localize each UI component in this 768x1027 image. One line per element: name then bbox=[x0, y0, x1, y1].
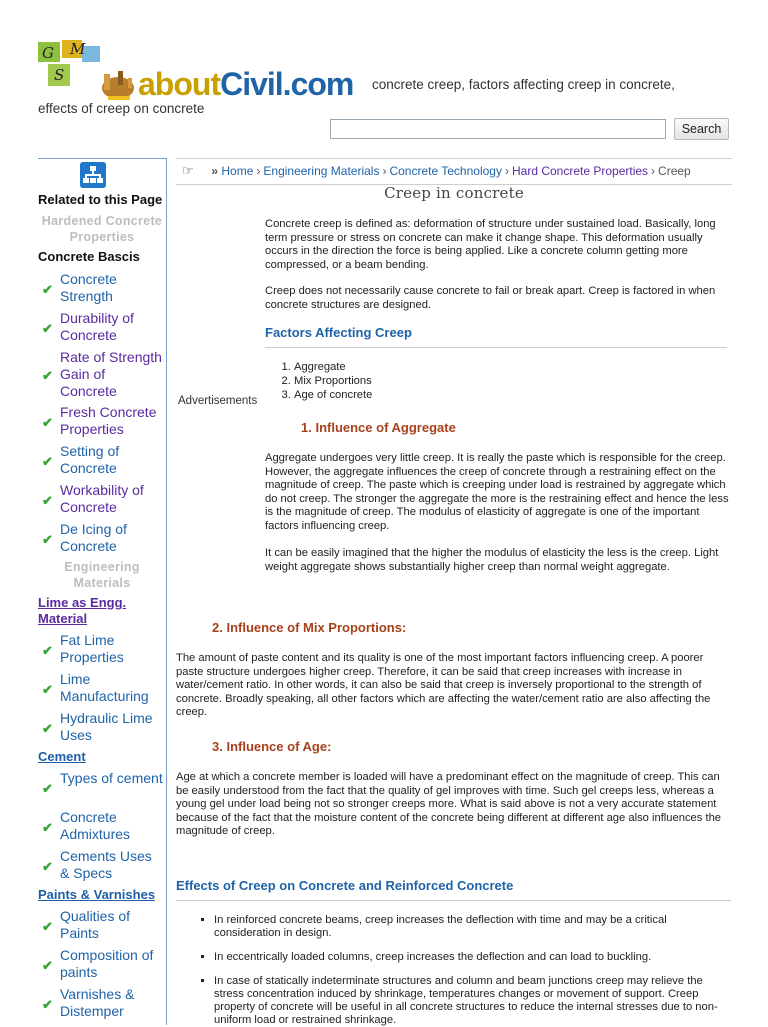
page-heading-line2: effects of creep on concrete bbox=[38, 101, 205, 116]
sidebar-item-label: Rate of Strength Gain of Concrete bbox=[60, 349, 162, 399]
list-item: 2. Mix Proportions bbox=[294, 374, 372, 388]
breadcrumb-separator: › bbox=[382, 164, 387, 178]
effects-heading: Effects of Creep on Concrete and Reinforced Concrete bbox=[176, 878, 514, 893]
check-icon: ✔ bbox=[42, 859, 53, 874]
check-icon: ✔ bbox=[42, 532, 53, 547]
aggregate-paragraph-1: Aggregate undergoes very little creep. It is really the paste which is responsible for the creep. However, the aggregate influences the creep of concrete through a restraining effect on the magnitude of creep. The paste which is creeping under load is restrained by aggregate which do not creep. The stronger the aggregate the more is the restraining effect and hence the less is the magnitude of creep. The modulus of elasticity of aggregate is one of the important factors influencing creep. bbox=[265, 452, 729, 532]
age-paragraph: Age at which a concrete member is loaded will have a predominant effect on the magnitude of creep. This can be easily understood from the fact that the quality of gel improves with time. Such gel creeps less, whereas a young gel under load being not so stronger creeps more. What is said above is not a very accurate statement because of the fact that the moisture content of the concrete being different at different age also influences the magnitude of creep. bbox=[176, 771, 722, 837]
breadcrumb-current: Creep bbox=[658, 164, 691, 178]
check-icon: ✔ bbox=[42, 781, 53, 796]
breadcrumb-concrete-technology[interactable]: Concrete Technology bbox=[389, 164, 502, 178]
advertisements-label: Advertisements bbox=[178, 395, 258, 407]
breadcrumb-home[interactable]: Home bbox=[221, 164, 254, 178]
sidebar-item-label: Concrete Admixtures bbox=[60, 809, 131, 842]
sidebar-item-label: Setting of Concrete bbox=[60, 443, 120, 476]
sidebar-item-label: Hydraulic Lime Uses bbox=[60, 710, 153, 743]
sitemap-icon bbox=[80, 162, 106, 188]
sidebar-subheading-basics: Concrete Bascis bbox=[38, 249, 140, 264]
page-title: Creep in concrete bbox=[384, 184, 524, 202]
divider bbox=[176, 900, 731, 901]
search-button[interactable]: Search bbox=[674, 118, 729, 140]
check-icon: ✔ bbox=[42, 820, 53, 835]
list-item: ▪ In case of statically indeterminate structures and column and beam junctions creep may relieve the stress concentration induced by shrinkage, temperatures changes or movement of support. Creep property of concrete will be useful in all concrete structures to reduce the internal stresses due to non-uniform load or restrained shrinkage. bbox=[214, 975, 734, 1027]
logo-letter-m: M bbox=[70, 40, 86, 58]
aggregate-paragraph-2: It can be easily imagined that the higher the modulus of elasticity the less is the creep. Light weight aggregate shows substantially higher creep than normal weight aggregate. bbox=[265, 547, 719, 573]
check-icon: ✔ bbox=[42, 643, 53, 658]
page-heading-line1: concrete creep, factors affecting creep in concrete, bbox=[372, 77, 675, 92]
breadcrumb-separator: › bbox=[651, 164, 656, 178]
sidebar-item-label: Cements Uses & Specs bbox=[60, 848, 152, 881]
breadcrumb-separator: › bbox=[504, 164, 509, 178]
sidebar-category-hardened: Hardened Concrete Properties bbox=[41, 214, 163, 244]
mix-paragraph: The amount of paste content and its quality is one of the most important factors influencing creep. A poorer paste structure undergoes higher creep. Therefore, it can be said that creep increases with increase in water/cement ratio. In other words, it can also be said that creep is inversely proportional to the strength of concrete. Broadly speaking, all other factors which are affecting the water/cement ratio are also affecting the creep. bbox=[176, 652, 711, 718]
sidebar-item-label: Types of cement bbox=[60, 770, 163, 786]
breadcrumb-hard-concrete[interactable]: Hard Concrete Properties bbox=[511, 164, 649, 178]
search-input[interactable] bbox=[330, 119, 666, 139]
pointing-hand-icon: ☞ bbox=[182, 163, 194, 178]
list-item: ▪ In eccentrically loaded columns, creep increases the deflection and can load to buckling. bbox=[214, 951, 734, 964]
list-item: ▪ In reinforced concrete beams, creep increases the deflection with time and may be a critical consideration in design. bbox=[214, 914, 734, 940]
logo-letter-g: G bbox=[42, 44, 54, 62]
breadcrumb-prefix: » bbox=[211, 164, 219, 178]
logo-letter-s: S bbox=[54, 66, 65, 84]
age-heading: 3. Influence of Age: bbox=[212, 739, 332, 754]
divider bbox=[265, 347, 727, 348]
sidebar-item-label: De Icing of Concrete bbox=[60, 521, 127, 554]
sidebar-link-paints[interactable]: Paints & Varnishes bbox=[38, 887, 156, 902]
check-icon: ✔ bbox=[42, 282, 53, 297]
sidebar-heading: Related to this Page bbox=[38, 192, 163, 207]
breadcrumb-top-border bbox=[176, 158, 732, 159]
effects-list bbox=[186, 914, 734, 1027]
intro-paragraph-1: Concrete creep is defined as: deformation of structure under sustained load. Basically, long term pressure or stress on concrete can make it change shape. This deformation usually occurs in the direction the force is being applied. Like a concrete column getting more compressed, or a beam bending. bbox=[265, 218, 716, 271]
list-item: 1. Aggregate bbox=[294, 360, 372, 374]
check-icon: ✔ bbox=[42, 493, 53, 508]
sidebar-item-label: Workability of Concrete bbox=[60, 482, 144, 515]
gms-logo-icon[interactable] bbox=[38, 40, 100, 94]
check-icon: ✔ bbox=[42, 721, 53, 736]
mix-heading: 2. Influence of Mix Proportions: bbox=[212, 620, 407, 635]
sidebar-item-label: Fresh Concrete Properties bbox=[60, 404, 157, 437]
sidebar-link-lime[interactable]: Lime as Engg. Material bbox=[38, 595, 127, 626]
mascot-logo-icon bbox=[98, 68, 140, 102]
check-icon: ✔ bbox=[42, 368, 53, 383]
sidebar-item-label: Composition of paints bbox=[60, 947, 154, 980]
check-icon: ✔ bbox=[42, 682, 53, 697]
breadcrumb-separator: › bbox=[256, 164, 261, 178]
check-icon: ✔ bbox=[42, 919, 53, 934]
sidebar-item-label: Qualities of Paints bbox=[60, 908, 131, 941]
check-icon: ✔ bbox=[42, 415, 53, 430]
sidebar-item-label: Varnishes & Distemper bbox=[60, 986, 135, 1019]
sidebar-category-engineering: Engineering Materials bbox=[64, 560, 140, 590]
intro-paragraph-2: Creep does not necessarily cause concrete to fail or break apart. Creep is factored in when concrete structures are designed. bbox=[265, 285, 716, 311]
breadcrumb bbox=[182, 163, 691, 179]
logo-text-civil: Civil.com bbox=[220, 66, 354, 102]
sidebar-item-label: Lime Manufacturing bbox=[60, 671, 149, 704]
factors-list bbox=[266, 360, 372, 402]
check-icon: ✔ bbox=[42, 958, 53, 973]
logo-text-about: about bbox=[138, 66, 221, 102]
aggregate-heading: 1. Influence of Aggregate bbox=[301, 420, 456, 435]
sidebar-link-cement[interactable]: Cement bbox=[38, 749, 86, 764]
sidebar-item-label: Fat Lime Properties bbox=[60, 632, 124, 665]
list-item: 3. Age of concrete bbox=[294, 388, 372, 402]
site-logo[interactable] bbox=[138, 66, 353, 103]
sidebar-item-label: Durability of Concrete bbox=[60, 310, 134, 343]
breadcrumb-engineering-materials[interactable]: Engineering Materials bbox=[263, 164, 380, 178]
sidebar-item-label: Concrete Strength bbox=[60, 271, 117, 304]
check-icon: ✔ bbox=[42, 997, 53, 1012]
check-icon: ✔ bbox=[42, 454, 53, 469]
check-icon: ✔ bbox=[42, 321, 53, 336]
factors-heading: Factors Affecting Creep bbox=[265, 325, 412, 340]
